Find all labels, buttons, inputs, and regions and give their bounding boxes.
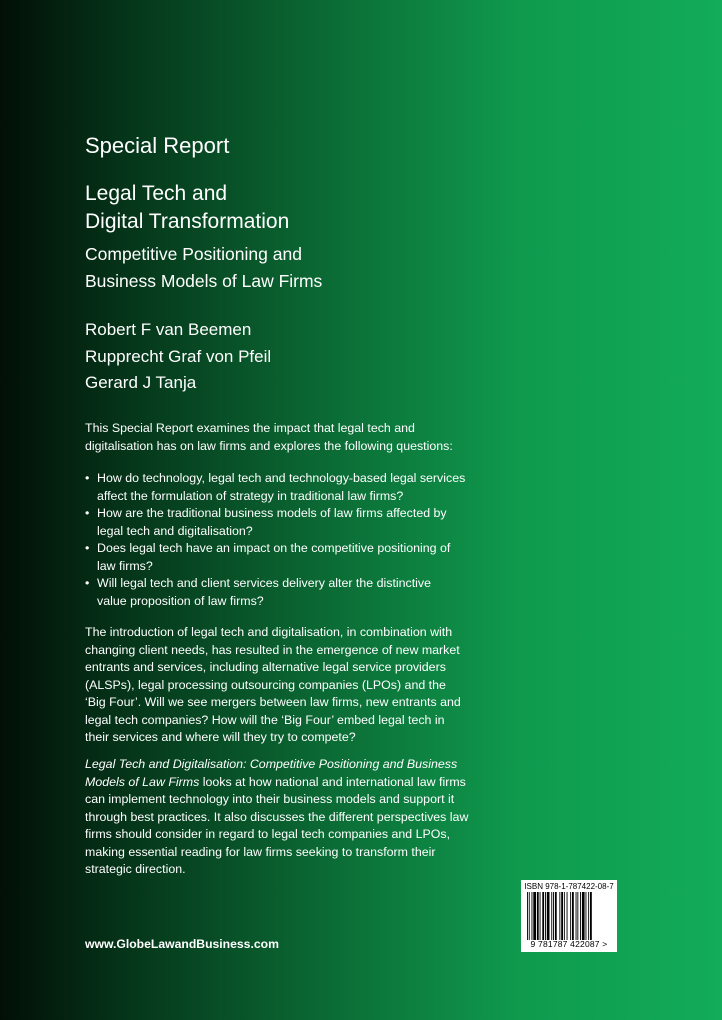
question-line: • How do technology, legal tech and technology-based legal services [97, 471, 466, 485]
series-label: Special Report [85, 133, 230, 158]
summary-paragraph [85, 756, 468, 879]
paragraph-line: entrants and services, including alternative legal service providers [85, 660, 446, 674]
paragraph-line: can implement technology into their business models and support it [85, 792, 455, 806]
isbn-label: ISBN 978-1-787422-08-7 [524, 882, 614, 891]
question-line: • Will legal tech and client services delivery alter the distinctive [97, 576, 432, 590]
intro-paragraph [85, 420, 453, 455]
market-paragraph [85, 624, 461, 747]
question-item [85, 540, 465, 575]
question-item [85, 575, 465, 610]
paragraph-line [85, 774, 468, 792]
paragraph-text: looks at how national and international law firms [199, 774, 466, 789]
question-line: value proposition of law firms? [97, 593, 264, 608]
paragraph-line: ‘Big Four’. Will we see mergers between law firms, new entrants and [85, 695, 461, 709]
question-item [85, 470, 465, 505]
author-name: Rupprecht Graf von Pfeil [85, 346, 272, 366]
barcode-digits: 9 781787 422087 > [530, 939, 608, 949]
book-title-line-2: Digital Transformation [85, 210, 290, 233]
paragraph-line: making essential reading for law firms seeking to transform their [85, 844, 436, 859]
question-line: • How are the traditional business models of law firms affected by [97, 506, 447, 520]
paragraph-line: through best practices. It also discusses the different perspectives law [85, 809, 469, 824]
question-line: affect the formulation of strategy in traditional law firms? [97, 488, 404, 503]
question-item [85, 505, 465, 540]
paragraph-line: (ALSPs), legal processing outsourcing companies (LPOs) and the [85, 677, 446, 692]
intro-line: This Special Report examines the impact that legal tech and [85, 421, 415, 435]
author-list [85, 317, 271, 397]
book-title-italic: Legal Tech and Digitalisation: Competitive Positioning and Business [85, 757, 458, 771]
paragraph-line: The introduction of legal tech and digitalisation, in combination with [85, 625, 453, 639]
book-title-line-1: Legal Tech and [85, 182, 228, 205]
barcode-bars [527, 892, 611, 940]
isbn-barcode [521, 880, 617, 952]
paragraph-line: their services and where will they try to compete? [85, 730, 356, 744]
intro-line: digitalisation has on law firms and explores the following questions: [85, 438, 453, 453]
question-list [85, 470, 465, 610]
question-line: law firms? [97, 558, 153, 573]
book-title [85, 180, 289, 236]
paragraph-line: legal tech companies? How will the ‘Big Four’ embed legal tech in [85, 712, 445, 727]
question-line: • Does legal tech have an impact on the competitive positioning of [97, 541, 451, 555]
author-name: Robert F van Beemen [85, 320, 252, 339]
question-line: legal tech and digitalisation? [97, 523, 253, 538]
book-subtitle-line-2: Business Models of Law Firms [85, 271, 323, 291]
paragraph-line: strategic direction. [85, 862, 186, 876]
book-subtitle-line-1: Competitive Positioning and [85, 244, 302, 264]
paragraph-line: changing client needs, has resulted in the emergence of new market [85, 642, 460, 657]
book-subtitle [85, 241, 322, 295]
publisher-website: www.GlobeLawandBusiness.com [85, 937, 279, 951]
author-name: Gerard J Tanja [85, 373, 197, 392]
book-title-italic: Models of Law Firms [85, 774, 200, 789]
paragraph-line: firms should consider in regard to legal tech companies and LPOs, [85, 827, 451, 841]
paragraph-line [85, 756, 468, 774]
